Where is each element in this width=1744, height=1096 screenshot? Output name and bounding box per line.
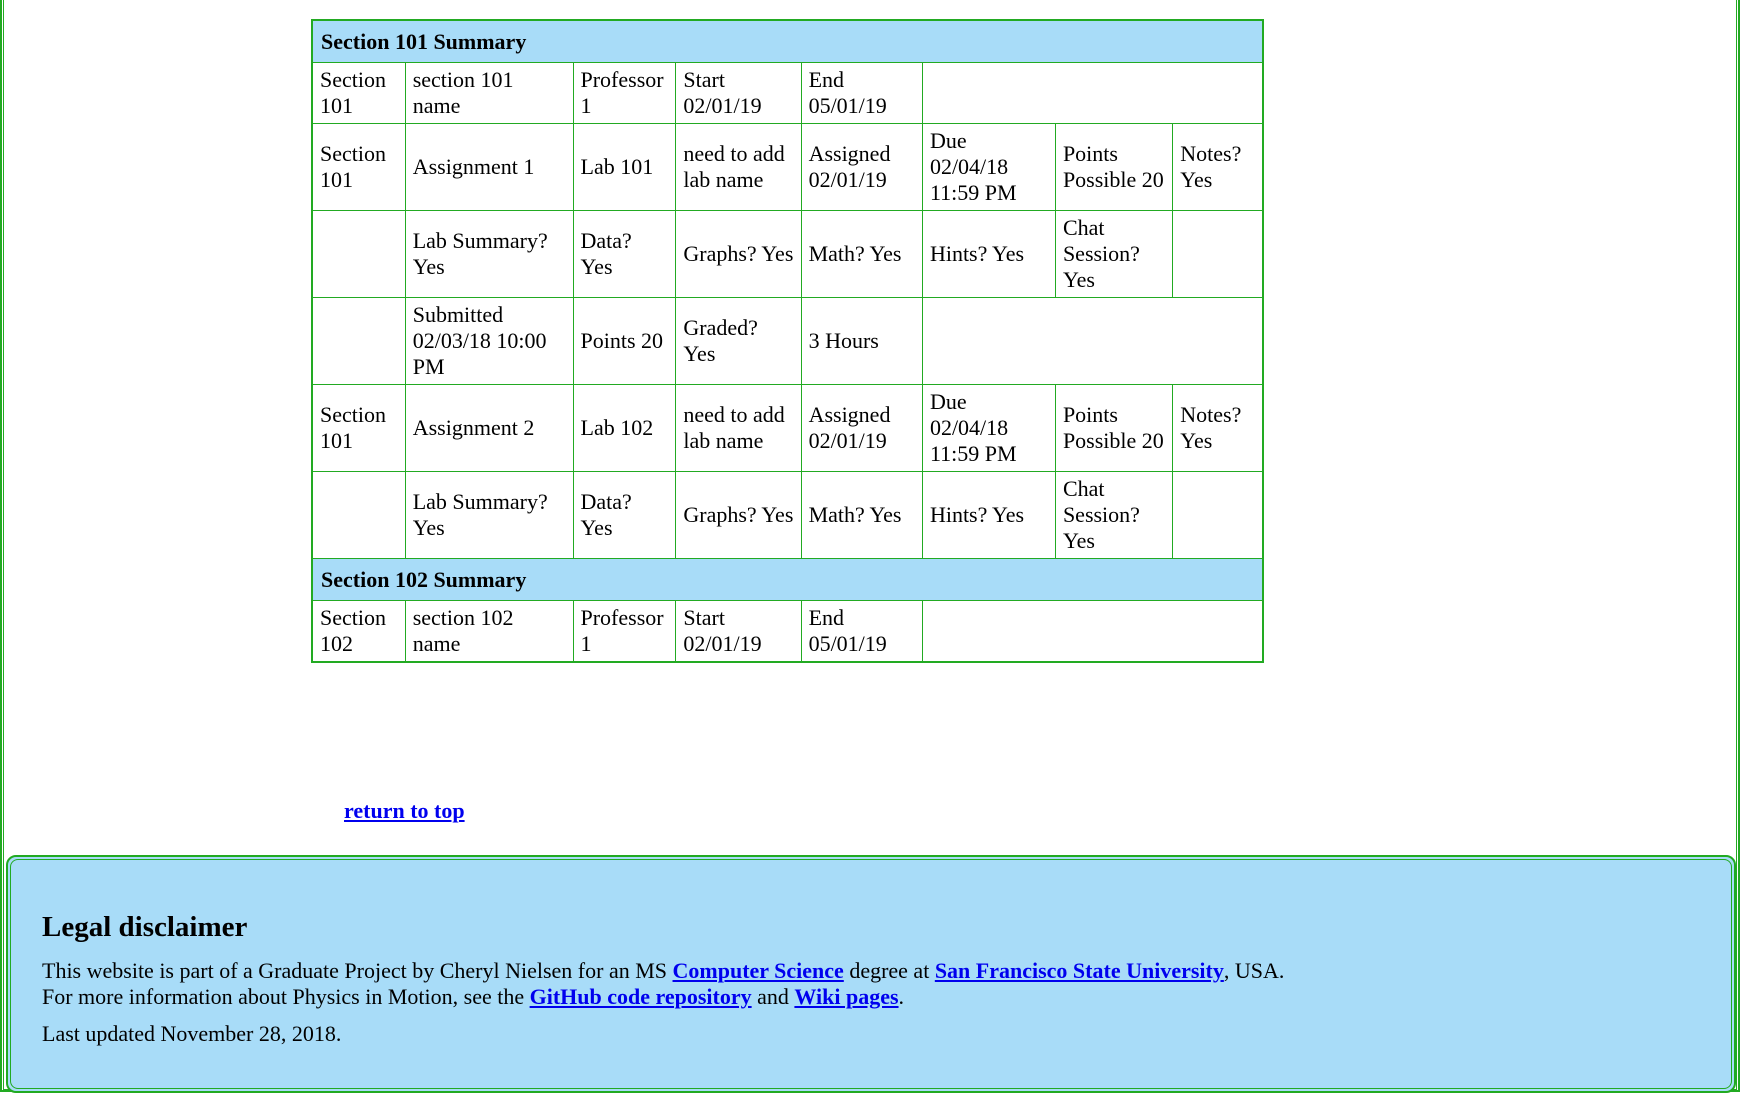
lab-cell: Lab 101: [573, 124, 676, 211]
graphs-cell: Graphs? Yes: [676, 211, 801, 298]
lab-name-cell: need to add lab name: [676, 124, 801, 211]
section-name-cell: section 101 name: [405, 63, 573, 124]
table-row: [312, 63, 1263, 124]
graphs-cell: Graphs? Yes: [676, 472, 801, 559]
math-cell: Math? Yes: [801, 211, 922, 298]
section-name-cell: section 102 name: [405, 601, 573, 663]
table-row: [312, 124, 1263, 211]
lab-cell: Lab 102: [573, 385, 676, 472]
section-102-summary-heading: Section 102 Summary: [312, 559, 1263, 601]
submitted-cell: Submitted 02/03/18 10:00 PM: [405, 298, 573, 385]
end-date-cell: End 05/01/19: [801, 601, 922, 663]
chat-session-cell: Chat Session? Yes: [1055, 472, 1172, 559]
empty-cell: [1173, 211, 1263, 298]
due-date-cell: Due 02/04/18 11:59 PM: [922, 385, 1055, 472]
time-spent-cell: 3 Hours: [801, 298, 922, 385]
disclaimer-line-1: [42, 958, 1284, 984]
disclaimer-text: degree at: [843, 958, 935, 983]
assignments-summary-table: [311, 19, 1264, 663]
notes-cell: Notes? Yes: [1173, 124, 1263, 211]
computer-science-link[interactable]: Computer Science: [672, 958, 844, 983]
legal-disclaimer-footer: [6, 855, 1736, 1093]
end-date-cell: End 05/01/19: [801, 63, 922, 124]
last-updated-text: Last updated November 28, 2018.: [42, 1021, 342, 1046]
empty-cell: [922, 63, 1263, 124]
section-cell: Section 102: [312, 601, 405, 663]
disclaimer-text: .: [898, 984, 905, 1009]
assigned-date-cell: Assigned 02/01/19: [801, 124, 922, 211]
lab-summary-cell: Lab Summary? Yes: [405, 472, 573, 559]
graded-cell: Graded? Yes: [676, 298, 801, 385]
table-row: [312, 472, 1263, 559]
chat-session-cell: Chat Session? Yes: [1055, 211, 1172, 298]
legal-disclaimer-heading: Legal disclaimer: [42, 911, 248, 943]
hints-cell: Hints? Yes: [922, 211, 1055, 298]
empty-cell: [1173, 472, 1263, 559]
disclaimer-line-2: [42, 984, 904, 1010]
math-cell: Math? Yes: [801, 472, 922, 559]
data-cell: Data? Yes: [573, 211, 676, 298]
return-to-top-link[interactable]: return to top: [344, 798, 465, 823]
disclaimer-text: , USA.: [1223, 958, 1285, 983]
points-possible-cell: Points Possible 20: [1055, 385, 1172, 472]
data-cell: Data? Yes: [573, 472, 676, 559]
professor-cell: Professor 1: [573, 63, 676, 124]
github-repository-link[interactable]: GitHub code repository: [529, 984, 752, 1009]
assignment-name-cell: Assignment 2: [405, 385, 573, 472]
table-row: [312, 385, 1263, 472]
section-cell: Section 101: [312, 385, 405, 472]
section-cell: Section 101: [312, 124, 405, 211]
due-date-cell: Due 02/04/18 11:59 PM: [922, 124, 1055, 211]
lab-summary-cell: Lab Summary? Yes: [405, 211, 573, 298]
disclaimer-text: This website is part of a Graduate Project by Cheryl Nielsen for an MS: [42, 958, 673, 983]
wiki-pages-link[interactable]: Wiki pages: [794, 984, 899, 1009]
disclaimer-text: For more information about Physics in Motion, see the: [42, 984, 530, 1009]
table-row: [312, 211, 1263, 298]
table-row: [312, 601, 1263, 663]
empty-cell: [312, 211, 405, 298]
points-cell: Points 20: [573, 298, 676, 385]
assigned-date-cell: Assigned 02/01/19: [801, 385, 922, 472]
lab-name-cell: need to add lab name: [676, 385, 801, 472]
empty-cell: [312, 298, 405, 385]
disclaimer-text: and: [751, 984, 795, 1009]
section-101-header-row: [312, 20, 1263, 63]
points-possible-cell: Points Possible 20: [1055, 124, 1172, 211]
table-row: [312, 298, 1263, 385]
notes-cell: Notes? Yes: [1173, 385, 1263, 472]
empty-cell: [922, 601, 1263, 663]
start-date-cell: Start 02/01/19: [676, 601, 801, 663]
section-101-summary-heading: Section 101 Summary: [312, 20, 1263, 63]
hints-cell: Hints? Yes: [922, 472, 1055, 559]
assignment-name-cell: Assignment 1: [405, 124, 573, 211]
empty-cell: [312, 472, 405, 559]
sfsu-link[interactable]: San Francisco State University: [934, 958, 1224, 983]
professor-cell: Professor 1: [573, 601, 676, 663]
section-102-header-row: [312, 559, 1263, 601]
start-date-cell: Start 02/01/19: [676, 63, 801, 124]
empty-cell: [922, 298, 1263, 385]
section-cell: Section 101: [312, 63, 405, 124]
